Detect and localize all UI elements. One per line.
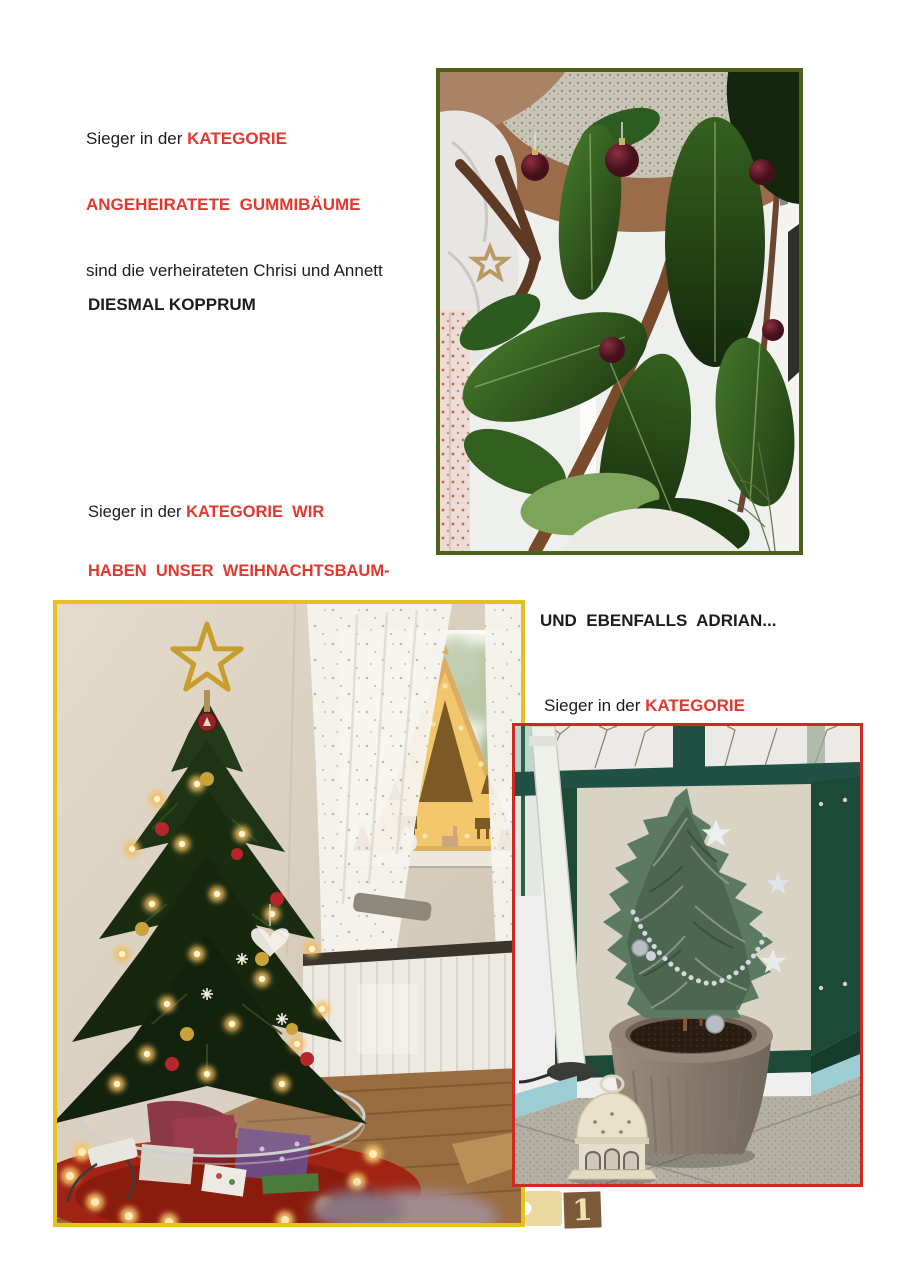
category-name: KATEGORIE WIR: [186, 503, 325, 521]
category-name: HABEN UNSER WEIHNACHTSBAUM-: [88, 561, 390, 580]
winner-names: sind die verheirateten Chrisi und Annett: [86, 261, 383, 280]
category-name: KATEGORIE: [187, 129, 287, 148]
radiator: [303, 940, 521, 1080]
photo-balkonbaum: [512, 723, 863, 1187]
category-name: KATEGORIE: [645, 696, 745, 715]
page-number: 1: [571, 1192, 594, 1228]
page-number-badge: [563, 1191, 601, 1228]
intro-text: Sieger in der: [86, 129, 188, 148]
wohnzimmerbaum-illustration: [57, 604, 521, 1223]
category-line: [86, 128, 383, 150]
category-line: [544, 695, 775, 717]
gummibaum-illustration: [440, 72, 799, 551]
koprum-heading: DIESMAL KOPPRUM: [88, 295, 256, 314]
photo-gummibaum: [436, 68, 803, 555]
winner-text-gummibaeume: [86, 84, 383, 326]
balkonbaum-illustration: [515, 726, 860, 1184]
silver-bauble: [632, 940, 648, 956]
silver-bauble: [706, 1015, 724, 1033]
intro-text: Sieger in der: [88, 503, 187, 521]
photo-wohnzimmerbaum: [53, 600, 525, 1227]
category-name: ANGEHEIRATETE GUMMIBÄUME: [86, 195, 361, 214]
adrian-heading: UND EBENFALLS ADRIAN...: [540, 611, 777, 630]
decorative-square: [525, 1191, 562, 1226]
intro-text: Sieger in der: [544, 696, 646, 715]
